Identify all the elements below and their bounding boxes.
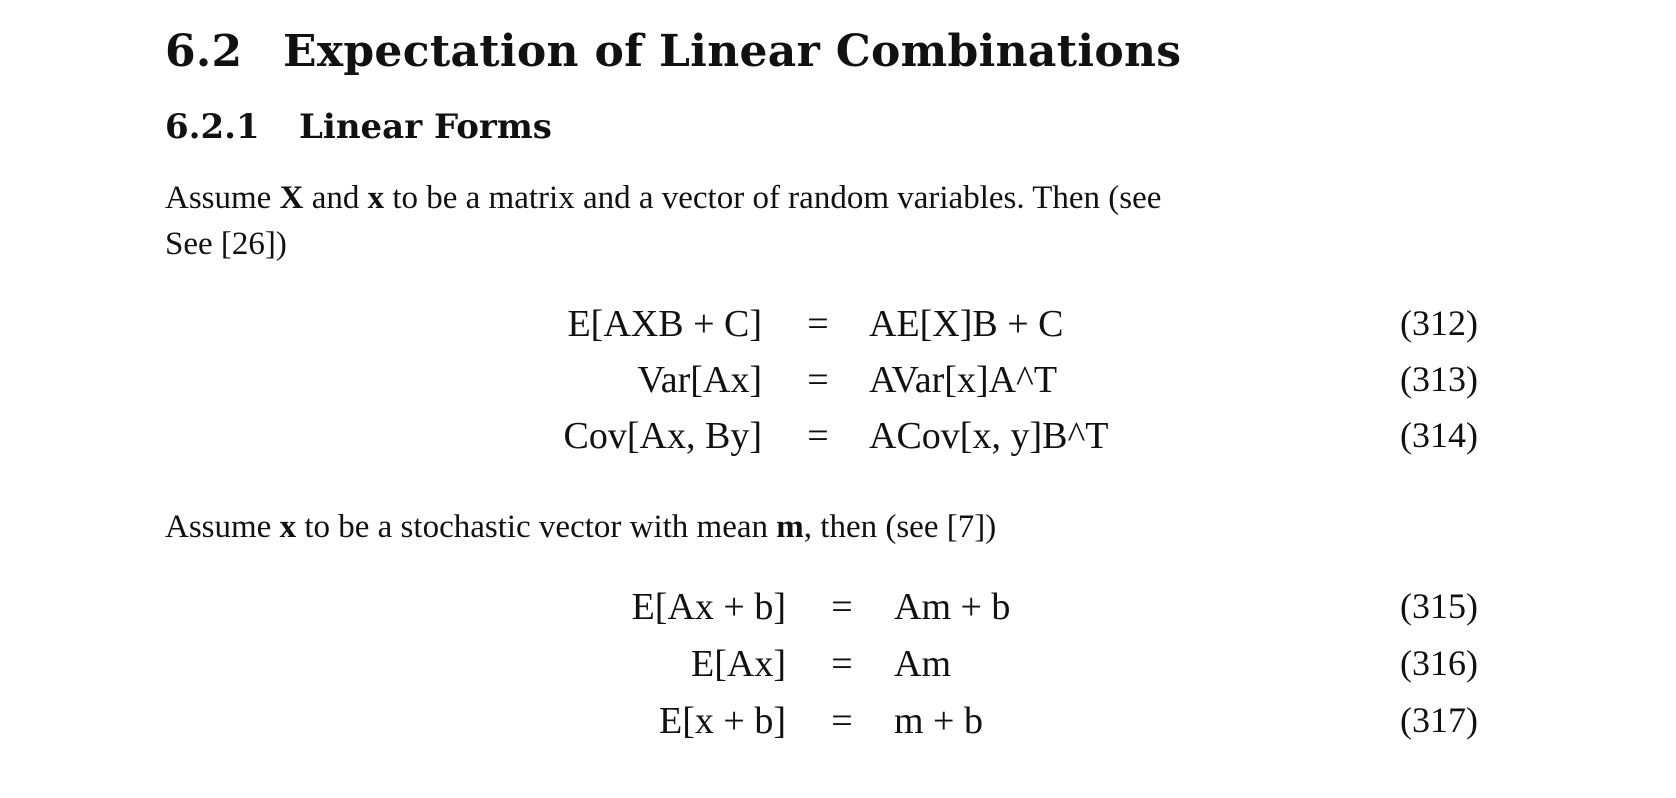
equation-row	[0, 585, 1676, 641]
equation-lhs: Cov[Ax, By]	[563, 415, 762, 457]
equation-number: (316)	[1400, 643, 1478, 683]
equation-rhs: AE[X]B + C	[869, 303, 1064, 345]
equation-row	[0, 302, 1676, 358]
paragraph-1-line-2: See [26])	[165, 226, 287, 262]
equation-number: (317)	[1400, 700, 1478, 740]
paragraph-text: , then (see [7])	[803, 509, 997, 545]
equals-sign: =	[831, 643, 853, 685]
equals-sign: =	[807, 359, 829, 401]
equation-lhs: E[x + b]	[659, 700, 786, 742]
vector-symbol: x	[367, 180, 385, 216]
section-title: Expectation of Linear Combinations	[283, 26, 1182, 77]
equation-number: (315)	[1400, 586, 1478, 626]
paragraph-1-line-1	[165, 175, 1161, 221]
equation-row	[0, 699, 1676, 755]
equation-rhs: Am + b	[894, 586, 1011, 628]
paragraph-text: to be a matrix and a vector of random variables. Then (see	[384, 180, 1162, 216]
equation-rhs: Am	[894, 643, 951, 685]
vector-symbol: x	[279, 509, 297, 545]
section-number: 6.2	[165, 26, 243, 77]
equation-rhs: ACov[x, y]B^T	[869, 415, 1109, 457]
equals-sign: =	[831, 586, 853, 628]
paragraph-text: and	[303, 180, 368, 216]
paragraph-text: Assume	[165, 509, 280, 545]
paragraph-2	[165, 504, 996, 550]
mean-symbol: m	[776, 509, 804, 545]
equation-lhs: E[Ax]	[691, 643, 786, 685]
equation-rhs: m + b	[894, 700, 983, 742]
equals-sign: =	[807, 303, 829, 345]
equation-lhs: Var[Ax]	[637, 359, 762, 401]
equation-lhs: E[AXB + C]	[567, 303, 762, 345]
subsection-heading	[165, 107, 552, 147]
equation-number: (313)	[1400, 359, 1478, 399]
paragraph-text: to be a stochastic vector with mean	[296, 509, 777, 545]
equation-number: (314)	[1400, 415, 1478, 455]
equation-rhs: AVar[x]A^T	[869, 359, 1058, 401]
equation-row	[0, 642, 1676, 698]
equals-sign: =	[807, 415, 829, 457]
equation-row	[0, 358, 1676, 414]
subsection-number: 6.2.1	[165, 107, 260, 147]
equation-row	[0, 414, 1676, 470]
section-heading	[165, 26, 1181, 77]
equation-number: (312)	[1400, 303, 1478, 343]
equals-sign: =	[831, 700, 853, 742]
paragraph-text: Assume	[165, 180, 280, 216]
matrix-symbol: X	[279, 180, 304, 216]
subsection-title: Linear Forms	[299, 107, 552, 147]
equation-lhs: E[Ax + b]	[631, 586, 786, 628]
